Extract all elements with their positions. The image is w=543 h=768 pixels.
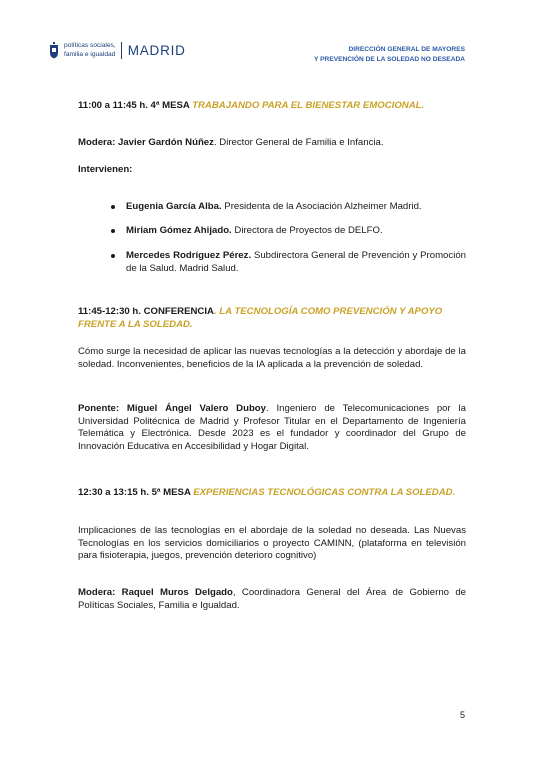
madrid-crest-icon bbox=[49, 42, 59, 59]
conferencia-description: Cómo surge la necesidad de aplicar las nuevas tecnologías a la detección y abordaje de la soledad. Inconvenientes, beneficios de la IA aplicada a la prevención de soledad. bbox=[78, 346, 466, 370]
mesa4-moderator-desc: . Director General de Familia e Infancia. bbox=[213, 137, 384, 148]
list-item: Miriam Gómez Ahijado. Directora de Proyectos de DELFO. bbox=[126, 225, 466, 238]
mesa5-description: Implicaciones de las tecnologías en el abordaje de la soledad no deseada. Las Nuevas Tecnologías en los servicios domiciliarios o proyecto CAMINN, (plataforma en televisión para fisioterapia, juegos, prevención deterioro cognitivo) bbox=[78, 525, 466, 562]
mesa5-heading bbox=[78, 487, 466, 500]
mesa4-moderator-name: Modera: Javier Gardón Núñez bbox=[78, 137, 214, 148]
mesa4-title: TRABAJANDO PARA EL BIENESTAR EMOCIONAL. bbox=[192, 100, 425, 111]
mesa4-time: 11:00 a 11:45 h. 4ª MESA bbox=[78, 100, 193, 111]
conferencia-speaker bbox=[78, 403, 466, 453]
direction-line-2: Y PREVENCIÓN DE LA SOLEDAD NO DESEADA bbox=[314, 55, 465, 63]
conferencia-speaker-desc: . Ingeniero de Telecomunicaciones por la Universidad Politécnica de Madrid y Profesor Titular en el Departamento de Ingeniería Telemática y Electrónica. Desde 2023 es el fundador y coordinador del Grupo de Innovación Educativa en Accesibilidad y Hogar Digital. bbox=[78, 403, 466, 452]
conferencia-heading bbox=[78, 306, 466, 331]
direction-title bbox=[314, 45, 465, 64]
conferencia-time: 11:45-12:30 h bbox=[78, 306, 139, 317]
department-line-1: políticas sociales, bbox=[64, 42, 116, 49]
list-item: Mercedes Rodríguez Pérez. Subdirectora General de Prevención y Promoción de la Salud. Madrid Salud. bbox=[126, 250, 466, 274]
mesa5-moderator-name: Modera: Raquel Muros Delgado bbox=[78, 587, 233, 598]
madrid-logo bbox=[49, 42, 186, 59]
city-name: MADRID bbox=[127, 43, 186, 59]
conferencia-label: . CONFERENCIA bbox=[138, 306, 214, 317]
conferencia-speaker-name: Ponente: Miguel Ángel Valero Duboy bbox=[78, 403, 266, 414]
logo-divider bbox=[121, 42, 122, 59]
department-name bbox=[64, 42, 116, 59]
list-item: Eugenia García Alba. Presidenta de la Asociación Alzheimer Madrid. bbox=[126, 201, 466, 214]
page-number: 5 bbox=[459, 710, 465, 720]
mesa5-moderator bbox=[78, 587, 466, 612]
mesa5-moderator-desc: , Coordinadora General del Área de Gobierno de Políticas Sociales, Familia e Igualdad. bbox=[78, 587, 466, 611]
mesa5-time: 12:30 a 13:15 h. 5ª MESA bbox=[78, 487, 194, 498]
mesa4-moderator bbox=[78, 137, 466, 150]
conferencia-title: . LA TECNOLOGÍA COMO PREVENCIÓN Y APOYO FRENTE A LA SOLEDAD. bbox=[78, 306, 443, 330]
mesa4-heading bbox=[78, 100, 466, 113]
mesa4-speakers-label: Intervienen: bbox=[78, 164, 133, 175]
department-line-2: familia e igualdad bbox=[64, 50, 116, 58]
mesa5-title: EXPERIENCIAS TECNOLÓGICAS CONTRA LA SOLEDAD. bbox=[193, 487, 456, 498]
direction-line-1: DIRECCIÓN GENERAL DE MAYORES bbox=[348, 46, 465, 53]
